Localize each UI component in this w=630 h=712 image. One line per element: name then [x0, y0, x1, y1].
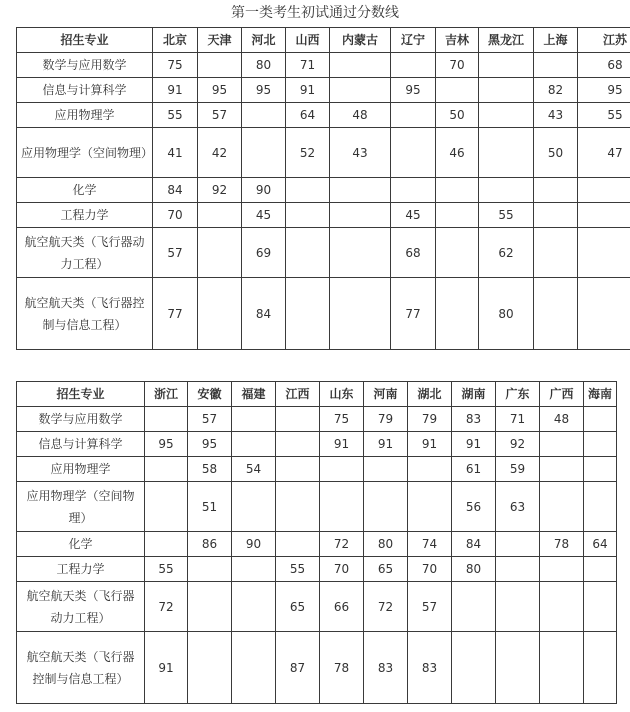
major-cell: 数学与应用数学	[17, 53, 153, 78]
score-cell	[145, 407, 188, 432]
score-cell	[330, 53, 391, 78]
table-row	[17, 78, 630, 103]
score-cell	[198, 53, 242, 78]
header-cell: 海南	[584, 382, 617, 407]
score-cell: 78	[540, 532, 584, 557]
score-cell: 84	[242, 278, 286, 350]
score-cell: 91	[408, 432, 452, 457]
score-cell	[436, 178, 479, 203]
score-cell	[242, 128, 286, 178]
major-cell: 航空航天类（飞行器控制与信息工程）	[17, 632, 145, 704]
table-row	[17, 128, 630, 178]
major-cell: 应用物理学	[17, 103, 153, 128]
score-cell	[452, 582, 496, 632]
score-cell	[452, 632, 496, 704]
score-cell: 95	[188, 432, 232, 457]
score-cell: 68	[578, 53, 630, 78]
score-cell: 48	[330, 103, 391, 128]
score-cell: 45	[242, 203, 286, 228]
score-cell	[436, 203, 479, 228]
header-cell: 山西	[286, 28, 330, 53]
score-cell: 43	[330, 128, 391, 178]
score-cell	[286, 278, 330, 350]
score-cell: 80	[242, 53, 286, 78]
score-cell	[242, 103, 286, 128]
score-cell	[578, 228, 630, 278]
score-cell: 71	[286, 53, 330, 78]
header-cell: 河南	[364, 382, 408, 407]
score-cell	[540, 457, 584, 482]
score-cell: 66	[320, 582, 364, 632]
major-cell: 应用物理学	[17, 457, 145, 482]
score-cell: 84	[452, 532, 496, 557]
score-cell	[584, 557, 617, 582]
score-cell	[540, 482, 584, 532]
score-cell	[145, 482, 188, 532]
score-cell: 91	[153, 78, 198, 103]
score-cell: 48	[540, 407, 584, 432]
score-cell	[436, 228, 479, 278]
table-row	[17, 53, 630, 78]
score-cell: 42	[198, 128, 242, 178]
header-cell: 湖北	[408, 382, 452, 407]
score-cell: 79	[408, 407, 452, 432]
score-cell: 87	[276, 632, 320, 704]
score-cell	[534, 228, 578, 278]
header-cell: 山东	[320, 382, 364, 407]
score-cell: 74	[408, 532, 452, 557]
score-cell: 91	[286, 78, 330, 103]
score-cell: 65	[276, 582, 320, 632]
major-cell: 信息与计算科学	[17, 78, 153, 103]
header-cell: 河北	[242, 28, 286, 53]
score-cell	[496, 632, 540, 704]
major-cell: 化学	[17, 532, 145, 557]
score-cell	[534, 53, 578, 78]
score-cell	[232, 582, 276, 632]
score-cell: 91	[364, 432, 408, 457]
score-cell	[584, 482, 617, 532]
score-cell	[232, 632, 276, 704]
score-cell	[320, 457, 364, 482]
score-cell	[479, 53, 534, 78]
header-cell: 上海	[534, 28, 578, 53]
score-cell: 70	[320, 557, 364, 582]
score-cell	[391, 178, 436, 203]
score-cell	[408, 457, 452, 482]
score-cell: 77	[391, 278, 436, 350]
score-cell	[232, 482, 276, 532]
score-cell	[286, 228, 330, 278]
major-cell: 数学与应用数学	[17, 407, 145, 432]
score-cell	[198, 278, 242, 350]
score-cell	[330, 178, 391, 203]
score-cell: 90	[242, 178, 286, 203]
header-cell: 江西	[276, 382, 320, 407]
score-cell	[391, 53, 436, 78]
score-cell: 80	[479, 278, 534, 350]
score-cell: 80	[452, 557, 496, 582]
score-cell	[534, 203, 578, 228]
score-cell	[330, 228, 391, 278]
score-cell: 56	[452, 482, 496, 532]
score-cell	[534, 178, 578, 203]
score-cell	[496, 557, 540, 582]
score-cell	[479, 128, 534, 178]
score-cell	[364, 457, 408, 482]
table-row	[17, 103, 630, 128]
score-cell: 57	[188, 407, 232, 432]
score-cell: 95	[578, 78, 630, 103]
score-cell	[479, 103, 534, 128]
score-cell: 83	[452, 407, 496, 432]
score-cell	[276, 407, 320, 432]
score-cell: 82	[534, 78, 578, 103]
score-cell	[364, 482, 408, 532]
score-cell: 55	[145, 557, 188, 582]
major-cell: 航空航天类（飞行器控制与信息工程）	[17, 278, 153, 350]
table-row	[17, 432, 617, 457]
score-cell	[578, 278, 630, 350]
score-cell: 83	[364, 632, 408, 704]
score-cell	[436, 78, 479, 103]
score-cell: 92	[496, 432, 540, 457]
header-cell: 江苏	[578, 28, 630, 53]
score-cell	[145, 457, 188, 482]
score-cell: 72	[145, 582, 188, 632]
score-cell: 52	[286, 128, 330, 178]
score-cell: 64	[286, 103, 330, 128]
score-cell	[584, 632, 617, 704]
header-cell: 招生专业	[17, 28, 153, 53]
score-cell: 92	[198, 178, 242, 203]
score-cell: 57	[153, 228, 198, 278]
score-cell	[276, 457, 320, 482]
score-cell	[496, 582, 540, 632]
score-cell: 72	[364, 582, 408, 632]
score-cell: 79	[364, 407, 408, 432]
score-cell: 50	[534, 128, 578, 178]
score-cell: 95	[198, 78, 242, 103]
score-cell: 63	[496, 482, 540, 532]
score-cell	[436, 278, 479, 350]
score-cell	[330, 78, 391, 103]
header-cell: 招生专业	[17, 382, 145, 407]
score-cell: 64	[584, 532, 617, 557]
score-cell	[198, 228, 242, 278]
score-cell: 46	[436, 128, 479, 178]
header-cell: 黑龙江	[479, 28, 534, 53]
table-row	[17, 228, 630, 278]
score-cell	[232, 407, 276, 432]
score-cell	[584, 582, 617, 632]
score-cell	[276, 532, 320, 557]
score-cell: 70	[153, 203, 198, 228]
score-cell: 58	[188, 457, 232, 482]
score-cell	[286, 203, 330, 228]
major-cell: 信息与计算科学	[17, 432, 145, 457]
table-row	[17, 482, 617, 532]
score-cell	[232, 432, 276, 457]
score-cell	[540, 557, 584, 582]
score-cell: 91	[452, 432, 496, 457]
score-cell	[145, 532, 188, 557]
table-row	[17, 407, 617, 432]
score-cell: 51	[188, 482, 232, 532]
score-cell: 91	[320, 432, 364, 457]
header-cell: 湖南	[452, 382, 496, 407]
score-cell: 50	[436, 103, 479, 128]
major-cell: 应用物理学（空间物理）	[17, 128, 153, 178]
score-cell: 59	[496, 457, 540, 482]
score-cell	[330, 278, 391, 350]
score-cell: 75	[153, 53, 198, 78]
table-header-row	[17, 28, 630, 53]
score-cell	[276, 432, 320, 457]
score-cell: 55	[479, 203, 534, 228]
header-cell: 吉林	[436, 28, 479, 53]
major-cell: 工程力学	[17, 557, 145, 582]
score-cell: 55	[578, 103, 630, 128]
header-cell: 广东	[496, 382, 540, 407]
score-cell	[320, 482, 364, 532]
score-cell	[391, 128, 436, 178]
score-cell: 86	[188, 532, 232, 557]
score-cell: 83	[408, 632, 452, 704]
header-cell: 浙江	[145, 382, 188, 407]
score-cell	[188, 632, 232, 704]
score-cell: 41	[153, 128, 198, 178]
score-cell: 43	[534, 103, 578, 128]
score-cell: 75	[320, 407, 364, 432]
score-cell	[330, 203, 391, 228]
score-cell	[188, 582, 232, 632]
score-cell	[534, 278, 578, 350]
score-table-2	[16, 381, 617, 704]
page-title: 第一类考生初试通过分数线	[231, 5, 399, 21]
score-cell	[540, 582, 584, 632]
score-cell: 70	[408, 557, 452, 582]
table-row	[17, 632, 617, 704]
score-cell: 62	[479, 228, 534, 278]
score-table-1	[16, 27, 630, 350]
table-row	[17, 557, 617, 582]
table-header-row	[17, 382, 617, 407]
score-cell: 84	[153, 178, 198, 203]
score-cell: 65	[364, 557, 408, 582]
score-cell: 55	[153, 103, 198, 128]
score-cell: 45	[391, 203, 436, 228]
score-cell	[276, 482, 320, 532]
score-cell: 90	[232, 532, 276, 557]
score-cell	[578, 203, 630, 228]
score-cell	[232, 557, 276, 582]
major-cell: 工程力学	[17, 203, 153, 228]
header-cell: 辽宁	[391, 28, 436, 53]
score-cell	[479, 78, 534, 103]
score-cell: 71	[496, 407, 540, 432]
score-cell	[479, 178, 534, 203]
score-cell	[540, 432, 584, 457]
header-cell: 福建	[232, 382, 276, 407]
score-cell: 78	[320, 632, 364, 704]
score-cell	[540, 632, 584, 704]
table-row	[17, 278, 630, 350]
score-cell: 57	[408, 582, 452, 632]
score-cell: 80	[364, 532, 408, 557]
score-cell	[286, 178, 330, 203]
score-cell: 55	[276, 557, 320, 582]
score-cell	[188, 557, 232, 582]
score-cell	[391, 103, 436, 128]
table-row	[17, 457, 617, 482]
score-cell	[578, 178, 630, 203]
score-cell: 57	[198, 103, 242, 128]
score-cell: 95	[145, 432, 188, 457]
score-cell	[408, 482, 452, 532]
table-row	[17, 532, 617, 557]
score-cell: 95	[391, 78, 436, 103]
major-cell: 化学	[17, 178, 153, 203]
score-cell: 47	[578, 128, 630, 178]
score-cell: 95	[242, 78, 286, 103]
score-cell: 68	[391, 228, 436, 278]
score-cell	[198, 203, 242, 228]
score-cell	[584, 432, 617, 457]
table-row	[17, 582, 617, 632]
major-cell: 应用物理学（空间物理）	[17, 482, 145, 532]
score-cell	[584, 457, 617, 482]
table-row	[17, 178, 630, 203]
score-cell	[496, 532, 540, 557]
major-cell: 航空航天类（飞行器动力工程）	[17, 582, 145, 632]
header-cell: 安徽	[188, 382, 232, 407]
score-cell: 77	[153, 278, 198, 350]
header-cell: 北京	[153, 28, 198, 53]
score-cell: 61	[452, 457, 496, 482]
score-cell: 72	[320, 532, 364, 557]
header-cell: 天津	[198, 28, 242, 53]
header-cell: 内蒙古	[330, 28, 391, 53]
score-cell: 54	[232, 457, 276, 482]
score-cell	[584, 407, 617, 432]
score-cell: 91	[145, 632, 188, 704]
major-cell: 航空航天类（飞行器动力工程）	[17, 228, 153, 278]
header-cell: 广西	[540, 382, 584, 407]
score-cell: 70	[436, 53, 479, 78]
table-row	[17, 203, 630, 228]
score-cell: 69	[242, 228, 286, 278]
